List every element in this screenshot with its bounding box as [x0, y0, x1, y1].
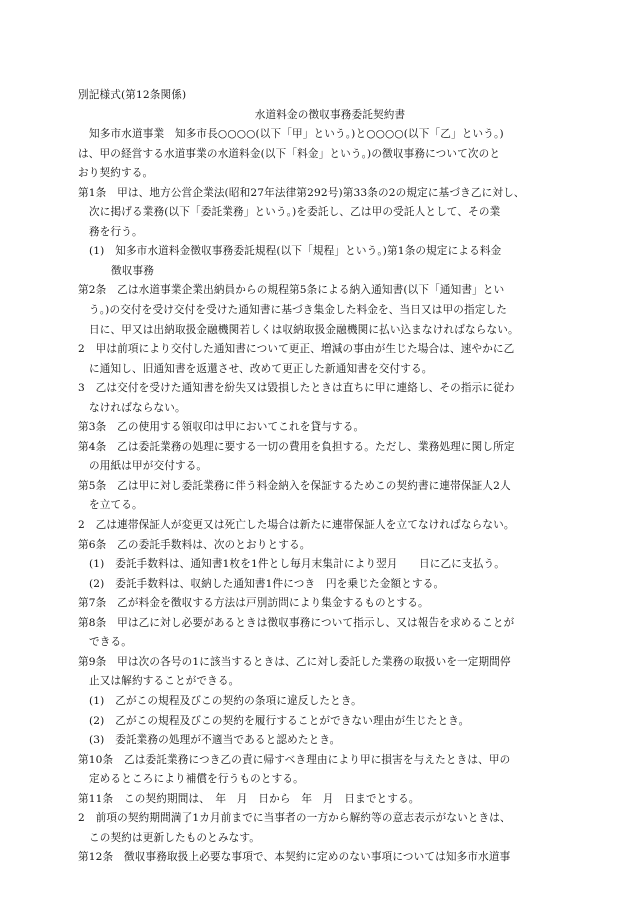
document-title: 水道料金の徴収事務委託契約書	[254, 108, 406, 121]
article-10	[78, 751, 558, 790]
article-item: (1) 委託手数料は、通知書1枚を1件とし毎月末集計により翌月 日に乙に支払う。	[89, 558, 506, 571]
article-paragraph: に通知し、旧通知書を返還させ、改めて更正した新通知書を交付する。	[89, 362, 433, 375]
article-item: (2) 乙がこの規程及びこの契約を履行することができない理由が生じたとき。	[89, 714, 470, 727]
article-2	[78, 281, 558, 418]
article-9	[78, 653, 558, 751]
preamble-line: 知多市水道事業 知多市長○○○○(以下「甲」という。)と○○○○(以下「乙」という。)	[89, 128, 504, 141]
article-6	[78, 536, 558, 595]
preamble-line: は、甲の経営する水道事業の水道料金(以下「料金」という。)の徴収事務について次のと	[78, 147, 501, 160]
article-1	[78, 184, 558, 282]
preamble	[78, 125, 558, 184]
article-line: 第4条 乙は委託業務の処理に要する一切の費用を負担する。ただし、業務処理に関し所定	[78, 440, 515, 453]
article-item: 徴収事務	[111, 264, 154, 277]
article-paragraph: この契約は更新したものとみなす。	[89, 831, 261, 844]
article-line: 第8条 甲は乙に対し必要があるときは徴収事務について指示し、又は報告を求めることが	[78, 616, 515, 629]
article-paragraph: なければならない。	[89, 401, 186, 414]
article-line: う。)の交付を受け交付を受けた通知書に基づき集金した料金を、当日又は甲の指定した	[89, 304, 507, 317]
article-item: (1) 知多市水道料金徴収事務委託規程(以下「規程」という。)第1条の規定による料金	[89, 245, 502, 258]
article-line: 第6条 乙の委託手数料は、次のとおりとする。	[78, 538, 311, 551]
article-line: を立てる。	[89, 499, 143, 512]
form-label: 別記様式(第12条関係)	[78, 89, 187, 101]
article-paragraph: 3 乙は交付を受けた通知書を紛失又は毀損したときは直ちに甲に連絡し、その指示に従わ	[78, 382, 515, 395]
article-line: の用紙は甲が交付する。	[89, 460, 208, 473]
article-paragraph: 2 前項の契約期間満了1カ月前までに当事者の一方から解約等の意志表示がないときは、	[78, 812, 511, 825]
article-line: 第5条 乙は甲に対し委託業務に伴う料金納入を保証するためこの契約書に連帯保証人2人	[78, 479, 511, 492]
article-line: 止又は解約することができる。	[89, 675, 240, 688]
article-5	[78, 477, 558, 536]
article-item: (2) 委託手数料は、収納した通知書1件につき 円を乗じた金額とする。	[89, 577, 445, 590]
article-line: 日に、甲又は出納取扱金融機関若しくは収納取扱金融機関に払い込まなければならない。	[89, 323, 519, 336]
article-line: できる。	[89, 636, 132, 649]
article-line: 第10条 乙は委託業務につき乙の責に帰すべき理由により甲に損害を与えたときは、甲の	[78, 753, 511, 766]
article-paragraph: 2 乙は連帯保証人が変更又は死亡した場合は新たに連帯保証人を立てなければならない。	[78, 519, 515, 532]
article-line: 第11条 この契約期間は、 年 月 日から 年 月 日までとする。	[78, 792, 420, 805]
article-line: 第2条 乙は水道事業企業出納員からの規程第5条による納入通知書(以下「通知書」とい	[78, 284, 505, 297]
article-12: 第12条 徴収事務取扱上必要な事項で、本契約に定めのない事項については知多市水道事	[78, 851, 511, 864]
article-8	[78, 614, 558, 653]
article-4	[78, 438, 558, 477]
article-line: 務を行う。	[89, 225, 143, 238]
article-line: 定めるところにより補償を行うものとする。	[89, 773, 304, 786]
preamble-line: おり契約する。	[78, 167, 154, 180]
article-11	[78, 790, 558, 849]
article-paragraph: 2 甲は前項により交付した通知書について更正、増減の事由が生じた場合は、速やかに乙	[78, 343, 515, 356]
article-item: (3) 委託業務の処理が不適当であると認めたとき。	[89, 734, 341, 747]
article-3: 第3条 乙の使用する領収印は甲においてこれを貸与する。	[78, 421, 365, 434]
article-7: 第7条 乙が料金を徴収する方法は戸別訪問により集金するものとする。	[78, 597, 429, 610]
article-line: 第1条 甲は、地方公営企業法(昭和27年法律第292号)第33条の2の規定に基づき乙に対し、	[78, 186, 525, 199]
article-line: 次に掲げる業務(以下「委託業務」という。)を委託し、乙は甲の受託人として、その業	[89, 206, 501, 219]
article-item: (1) 乙がこの規程及びこの契約の条項に違反したとき。	[89, 694, 362, 707]
article-line: 第9条 甲は次の各号の1に該当するときは、乙に対し委託した業務の取扱いを一定期間停	[78, 655, 511, 668]
